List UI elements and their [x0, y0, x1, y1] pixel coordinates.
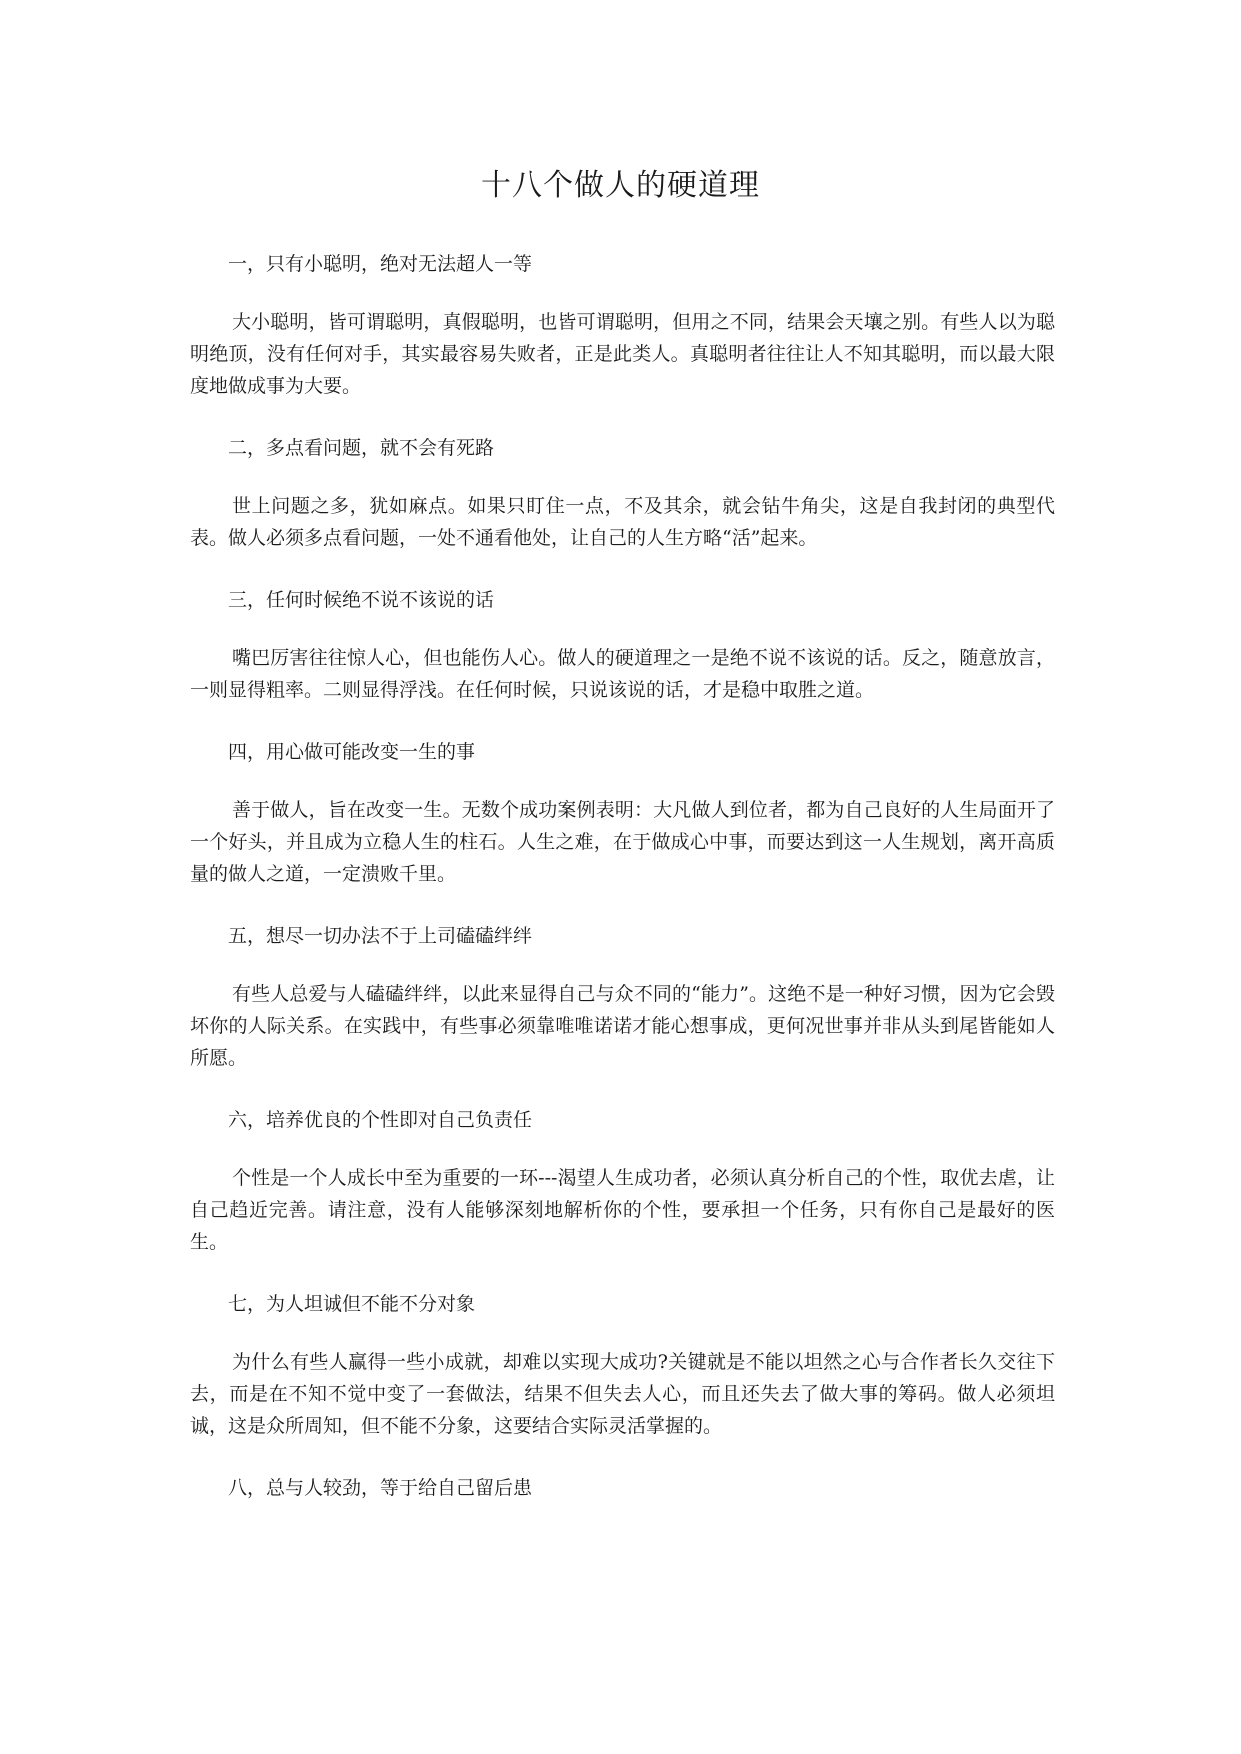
- section-heading: 五，想尽一切办法不于上司磕磕绊绊: [228, 925, 533, 947]
- section-heading: 二，多点看问题，就不会有死路: [228, 437, 495, 459]
- section-heading: 一，只有小聪明，绝对无法超人一等: [228, 253, 533, 275]
- section-paragraph: 大小聪明，皆可谓聪明，真假聪明，也皆可谓聪明，但用之不同，结果会天壤之别。有些人以为聪明绝顶，没有任何对手，其实最容易失败者，正是此类人。真聪明者往往让人不知其聪明，而以最大限度地做成事为大要。: [190, 311, 1055, 397]
- document-title: 十八个做人的硬道理: [481, 168, 760, 203]
- section-heading: 八，总与人较劲，等于给自己留后患: [228, 1477, 533, 1499]
- section-paragraph: 世上问题之多，犹如麻点。如果只盯住一点，不及其余，就会钻牛角尖，这是自我封闭的典型代表。做人必须多点看问题，一处不通看他处，让自己的人生方略“活”起来。: [190, 495, 1055, 549]
- section-paragraph: 有些人总爱与人磕磕绊绊，以此来显得自己与众不同的“能力”。这绝不是一种好习惯，因为它会毁坏你的人际关系。在实践中，有些事必须靠唯唯诺诺才能心想事成，更何况世事并非从头到尾皆能如人所愿。: [190, 983, 1055, 1069]
- section-heading: 三，任何时候绝不说不该说的话: [228, 589, 495, 611]
- section-heading: 七，为人坦诚但不能不分对象: [228, 1293, 476, 1315]
- section-paragraph: 为什么有些人赢得一些小成就，却难以实现大成功?关键就是不能以坦然之心与合作者长久交往下去，而是在不知不觉中变了一套做法，结果不但失去人心，而且还失去了做大事的筹码。做人必须坦诚，这是众所周知，但不能不分象，这要结合实际灵活掌握的。: [190, 1351, 1055, 1437]
- section-heading: 六，培养优良的个性即对自己负责任: [228, 1109, 533, 1131]
- section-heading: 四，用心做可能改变一生的事: [228, 741, 476, 763]
- document-body: [190, 248, 1055, 1530]
- section-paragraph: 嘴巴厉害往往惊人心，但也能伤人心。做人的硬道理之一是绝不说不该说的话。反之，随意放言，一则显得粗率。二则显得浮浅。在任何时候，只说该说的话，才是稳中取胜之道。: [190, 647, 1055, 701]
- section-paragraph: 善于做人，旨在改变一生。无数个成功案例表明：大凡做人到位者，都为自己良好的人生局面开了一个好头，并且成为立稳人生的柱石。人生之难，在于做成心中事，而要达到这一人生规划，离开高质量的做人之道，一定溃败千里。: [190, 799, 1055, 885]
- section-paragraph: 个性是一个人成长中至为重要的一环---渴望人生成功者，必须认真分析自己的个性，取优去虐，让自己趋近完善。请注意，没有人能够深刻地解析你的个性，要承担一个任务，只有你自己是最好的医生。: [190, 1167, 1055, 1253]
